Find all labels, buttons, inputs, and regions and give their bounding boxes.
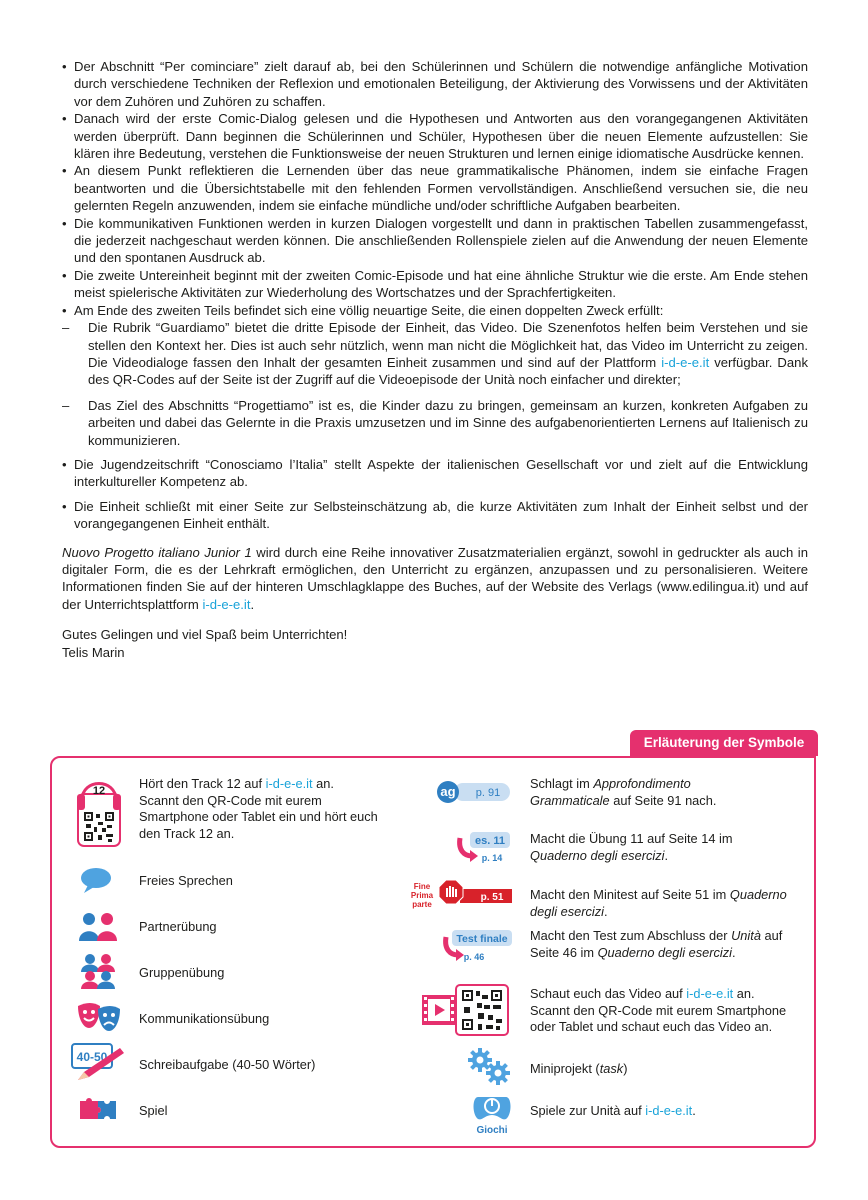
author: Telis Marin [62, 644, 125, 660]
text: Quaderno degli esercizi [530, 887, 787, 919]
list-item: • Die kommunikativen Funktionen werden in kurzen Dialogen vorgestellt und dann in praktischen Tabellen zusammengefasst, die jederzeit nachgeschaut werden können. Die anschließenden Rollenspiele zielen auf die Anwendung der neuen Elemente und den spontanen Ausdruck ab. [62, 215, 808, 267]
sub-list-item [62, 319, 808, 389]
headphones-qr-icon [74, 770, 124, 848]
list-item: • Danach wird der erste Comic-Dialog gelesen und die Hypothesen und Antworten aus den vorangegangenen Aktivitäten werden überprüft. Dann beginnen die Schülerinnen und Schüler, Hypothesen über die neuen Elemente aufzustellen: Sie klären ihre Bedeutung, verstehen die Funktionsweise der neuen Strukturen und lernen einige idiomatische Ausdrücke kennen. [62, 110, 808, 162]
legend-test-text [530, 928, 790, 961]
text: Quaderno degli esercizi [597, 944, 733, 960]
test-page: p. 46 [463, 952, 485, 962]
text: auf Seite 46 im [530, 928, 783, 960]
list-item: • Die zweite Untereinheit beginnt mit der zweiten Comic-Episode und hat eine ähnliche Struktur wie die erste. Am Ende stehen meist spielerische Aktivitäten zur Wiederholung des Wortschatzes und der Sprachfertigkeiten. [62, 267, 808, 302]
text: Scannt den QR-Code mit eurem Smartphone oder Tablet und schaut euch das Video an. [530, 1002, 787, 1034]
legend-ag-text [530, 776, 730, 809]
text: Scannt den QR-Code mit eurem Smartphone oder Tablet ein und hört euch den Track 12 an. [139, 792, 378, 841]
exercise-book-icon [454, 830, 514, 869]
fine-label: parte [412, 900, 432, 909]
ag-badge: ag [440, 784, 456, 799]
text: Quaderno degli esercizi [530, 847, 665, 863]
text: Macht den Test zum Abschluss der [530, 928, 732, 943]
legend-video-text [530, 986, 815, 1036]
legend-partner-text: Partnerübung [139, 919, 217, 934]
text: Macht die Übung 11 auf Seite 14 im [530, 831, 733, 846]
text: task [599, 1061, 624, 1076]
list-item [62, 302, 808, 449]
fine-label: Prima [410, 891, 434, 900]
test-badge: Test finale [456, 933, 508, 945]
list-item: • Die Jugendzeitschrift “Conosciamo l’Italia” stellt Aspekte der italienischen Gesellschaft vor und zielt auf die Entwicklung interkultureller Kompetenz ab. [62, 456, 808, 491]
book-title: Nuovo Progetto italiano Junior 1 [62, 544, 252, 560]
text: Macht den Minitest auf Seite 51 im [530, 887, 730, 902]
fine-page: p. 51 [480, 892, 504, 903]
sub-text: Die Rubrik “Guardiamo” bietet die dritte Episode der Einheit, das Video. Die Szenenfotos helfen beim Verstehen und sie stellen den Kontext her. Dies ist auch sehr nützlich, wenn man nicht die Möglichkeit hat, das Video im Unterricht zu zeigen. Die Videodialoge fassen den Inhalt der gesamten Einheit zusammen und sind auf der Plattform [88, 320, 808, 370]
theater-masks-icon [76, 1002, 122, 1037]
legend-giochi-text [530, 1103, 696, 1120]
legend-comm-text: Kommunikationsübung [139, 1011, 270, 1026]
text: an. [733, 986, 755, 1001]
text: auf Seite 91 nach. [609, 792, 717, 808]
platform-link[interactable]: i-d-e-e.it [645, 1103, 693, 1118]
closing-text: wird durch eine Reihe innovativer Zusatzmaterialien ergänzt, sowohl in gedruckter als auch in digitaler Form, die es der Lehrkraft ermöglichen, den Unterricht zu ergänzen, anzupassen und zu personalisieren. Weitere Informationen finden Sie auf der hinteren Umschlagklappe des Buches, auf der Website des Verlags (www.edilingua.it) und auf der Unterrichtsplattform [62, 544, 809, 612]
sub-list-item: – Das Ziel des Abschnitts “Progettiamo” ist es, die Kinder dazu zu bringen, gemeinsam an kurzen, konkreten Aufgaben zu arbeiten und dabei das Gelernte in die Praxis umzusetzen und im Sinne des aufgabenorientierten Lernens auf Italienisch zu kommunizieren. [62, 397, 808, 449]
giochi-label: Giochi [476, 1125, 508, 1135]
text: . [732, 944, 736, 960]
text: an. [312, 776, 334, 791]
legend-game-text: Spiel [139, 1103, 168, 1118]
legend-exercise-text [530, 831, 790, 864]
legend-track-text [139, 776, 379, 842]
ag-page: p. 91 [475, 787, 501, 799]
legend-title: Erläuterung der Symbole [630, 730, 818, 756]
word-count-badge: 40-50 [76, 1050, 108, 1064]
legend-minitest-text [530, 887, 790, 920]
text: ) [623, 1061, 628, 1076]
list-item: • Der Abschnitt “Per cominciare” zielt darauf ab, bei den Schülerinnen und Schülern die notwendige anfängliche Motivation durch verschiedene Techniken der Reflexion und emotionalen Beteiligung, der Aktivierung des Vorwissens und der Aktivitäten vor dem Zuhören und Zuhören zu schaffen. [62, 58, 808, 110]
feature-list [62, 58, 808, 533]
text: Approfondimento Grammaticale [530, 776, 691, 808]
fine-label: Fine [413, 882, 431, 891]
gears-icon [466, 1046, 512, 1091]
final-test-icon [440, 929, 514, 968]
text: Schaut euch das Video auf [530, 986, 687, 1001]
platform-link[interactable]: i-d-e-e.it [265, 776, 313, 791]
sub-list [74, 319, 808, 449]
text: Unità [731, 928, 761, 943]
exercise-page: p. 14 [481, 853, 503, 863]
legend-speak-text: Freies Sprechen [139, 873, 233, 888]
gamepad-icon [472, 1091, 512, 1140]
legend-group-text: Gruppenübung [139, 965, 225, 980]
text: Spiele zur Unità auf [530, 1103, 646, 1118]
greeting: Gutes Gelingen und viel Spaß beim Unterrichten! [62, 627, 348, 643]
list-item: • Die Einheit schließt mit einer Seite zur Selbsteinschätzung ab, die kurze Aktivitäten zum Inhalt der Einheit selbst und der vorangegangenen Einheit enthält. [62, 498, 808, 533]
writing-pencil-icon [70, 1042, 126, 1089]
speech-bubble-icon [79, 866, 113, 899]
pair-work-icon [78, 910, 118, 947]
video-qr-icon [420, 983, 512, 1042]
puzzle-icon [78, 1095, 118, 1126]
list-item: • An diesem Punkt reflektieren die Lernenden über das neue grammatikalische Phänomen, indem sie einfache Fragen beantworten und die Übersichtstabelle mit den fehlenden Formen vervollständigen. Anschließend versuchen sie, die neu gelernten Regeln anzuwenden, indem sie einfache mündliche und/oder schriftliche Aufgaben bearbeiten. [62, 162, 808, 214]
stop-minitest-icon [408, 879, 514, 918]
platform-link[interactable]: i-d-e-e.it [661, 354, 710, 370]
text: Miniprojekt ( [530, 1061, 600, 1076]
text: . [692, 1103, 696, 1118]
punctuation: . [250, 596, 255, 612]
text: . [664, 847, 669, 863]
text: . [603, 903, 608, 919]
track-number: 12 [92, 785, 106, 797]
legend-write-text: Schreibaufgabe (40-50 Wörter) [139, 1057, 316, 1072]
group-work-icon [78, 952, 118, 995]
list-item-text: Am Ende des zweiten Teils befindet sich eine völlig neuartige Seite, die einen doppelten Zweck erfüllt: [74, 302, 664, 318]
closing-paragraph [62, 544, 808, 614]
sub-text: verfügbar. Dank des QR-Codes auf der Seite ist der Zugriff auf die Videoepisode der Unità noch einfacher und direkter; [88, 354, 808, 388]
legend-project-text [530, 1061, 627, 1078]
platform-link[interactable]: i-d-e-e.it [202, 596, 251, 612]
grammar-reference-icon [436, 780, 514, 809]
main-text [62, 58, 808, 661]
text: Hört den Track 12 auf [139, 776, 266, 791]
platform-link[interactable]: i-d-e-e.it [686, 986, 734, 1001]
text: Schlagt im [530, 776, 594, 791]
exercise-badge: es. 11 [475, 835, 505, 847]
